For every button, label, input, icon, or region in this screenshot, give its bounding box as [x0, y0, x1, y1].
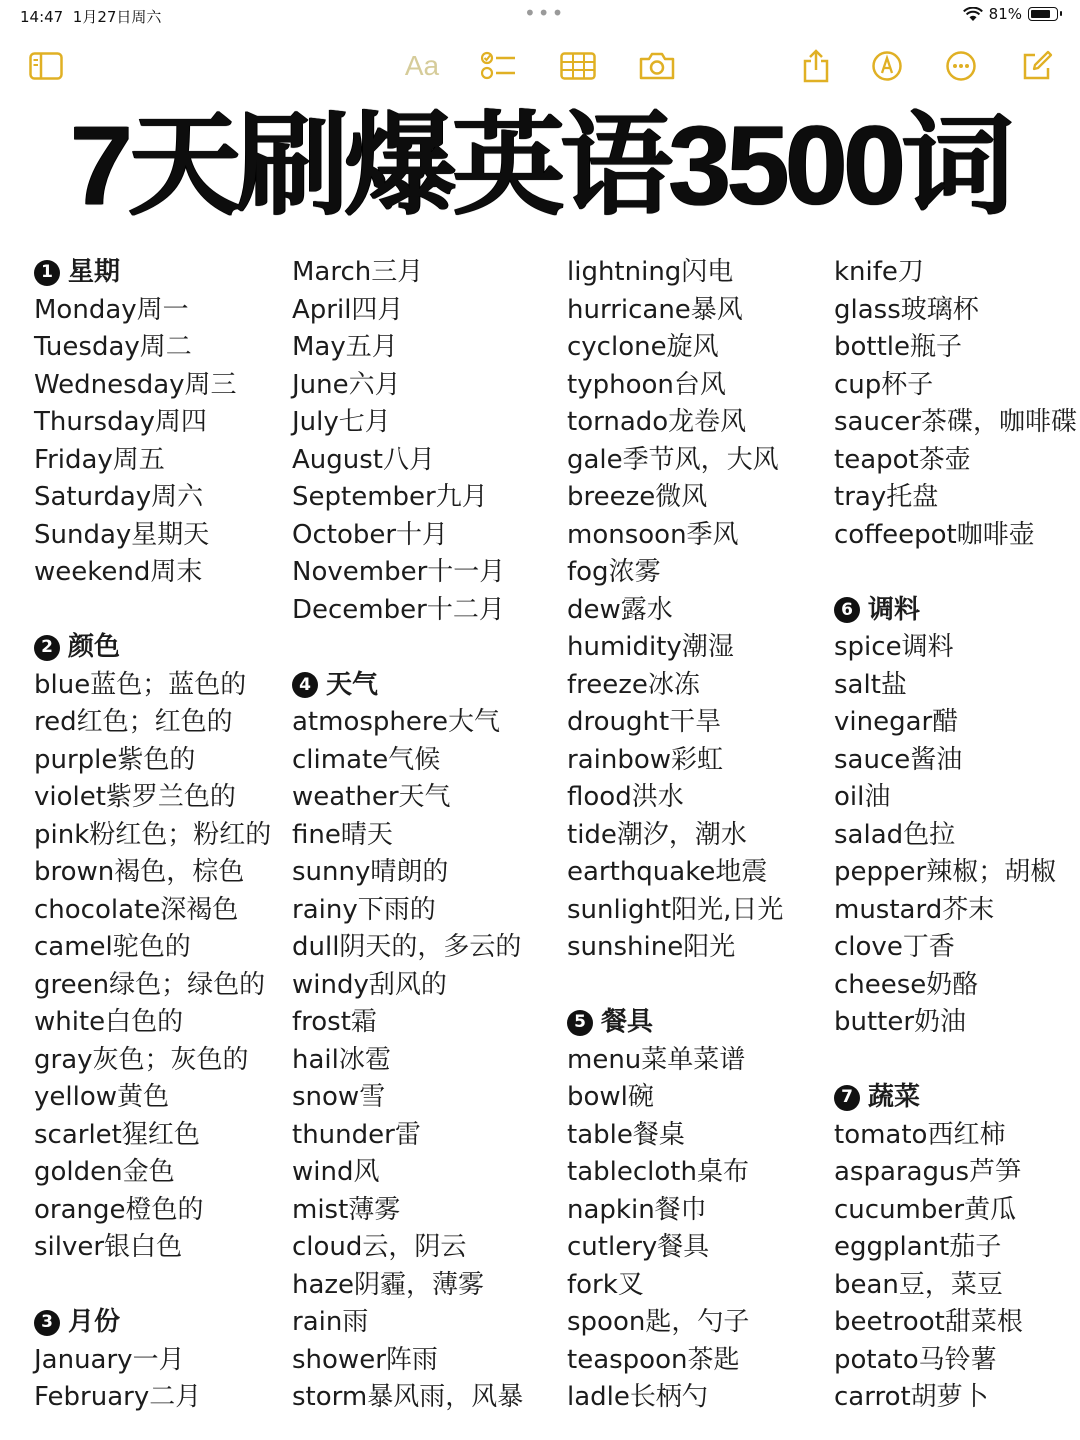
- section-heading-months: [34, 1304, 271, 1342]
- section-number: 5: [567, 1010, 593, 1036]
- vocab-item: fog浓雾: [567, 557, 661, 587]
- vocab-item: napkin餐巾: [567, 1194, 707, 1225]
- vocab-item: windy刮风的: [292, 969, 447, 1000]
- vocab-item: drought干旱: [567, 707, 722, 737]
- vocab-item: chocolate深褐色: [34, 894, 239, 925]
- section-heading-weather: [292, 667, 523, 705]
- vocab-item: pepper辣椒；胡椒: [834, 857, 1057, 887]
- vocab-item: Tuesday周二: [34, 332, 192, 362]
- word-list-months-part1: [34, 1342, 271, 1417]
- vocab-item: cutlery餐具: [567, 1232, 710, 1262]
- vocab-item: spoon匙，勺子: [567, 1307, 750, 1337]
- vocab-item: haze阴霾，薄雾: [292, 1269, 485, 1300]
- vocab-item: Wednesday周三: [34, 369, 237, 400]
- vocab-item: flood洪水: [567, 782, 684, 812]
- status-time: 14:47 1月27日周六: [20, 8, 162, 26]
- vocab-item: tide潮汐，潮水: [567, 819, 747, 850]
- vocab-item: sauce酱油: [834, 744, 963, 775]
- word-list-months-part2: [292, 254, 523, 629]
- vocab-item: clove丁香: [834, 932, 955, 962]
- markup-icon[interactable]: [870, 44, 904, 88]
- vocab-item: teapot茶壶: [834, 444, 971, 475]
- vocab-item: wind风: [292, 1157, 380, 1187]
- table-icon[interactable]: [559, 44, 597, 88]
- section-title: 餐具: [601, 1007, 654, 1037]
- vocab-item: tornado龙卷风: [567, 407, 747, 437]
- compose-icon[interactable]: [1020, 44, 1054, 88]
- vocab-item: cloud云，阴云: [292, 1232, 467, 1262]
- vocab-item: scarlet猩红色: [34, 1119, 200, 1150]
- vocab-item: rain雨: [292, 1307, 369, 1337]
- vocab-item: gale季节风，大风: [567, 444, 779, 475]
- spacer: [567, 967, 783, 1005]
- section-heading-tableware: [567, 1004, 783, 1042]
- multitasking-dots-icon[interactable]: •••: [524, 1, 566, 25]
- section-title: 月份: [68, 1307, 121, 1337]
- vocab-item: December十二月: [292, 594, 505, 625]
- section-title: 蔬菜: [868, 1082, 921, 1112]
- vocab-item: silver银白色: [34, 1232, 183, 1262]
- vocab-item: tray托盘: [834, 482, 939, 512]
- vocab-item: April四月: [292, 294, 404, 325]
- word-list-weather-part1: [292, 704, 523, 1417]
- vocab-item: saucer茶碟，咖啡碟: [834, 407, 1077, 437]
- vocab-item: camel驼色的: [34, 932, 191, 962]
- vocab-item: shower阵雨: [292, 1344, 438, 1375]
- vocab-item: earthquake地震: [567, 857, 768, 887]
- vocab-item: spice调料: [834, 632, 954, 662]
- word-list-tableware-part2: [834, 254, 1077, 554]
- more-icon[interactable]: [944, 44, 978, 88]
- vocab-item: cheese奶酪: [834, 969, 979, 1000]
- vocab-item: atmosphere大气: [292, 707, 501, 737]
- vocab-item: table餐桌: [567, 1119, 685, 1150]
- vocab-item: humidity潮湿: [567, 632, 734, 662]
- vocab-item: dew露水: [567, 594, 673, 625]
- vocab-item: storm暴风雨，风暴: [292, 1382, 524, 1412]
- section-heading-weekdays: [34, 254, 271, 292]
- vocab-item: mustard芥末: [834, 894, 995, 925]
- vocab-item: menu菜单菜谱: [567, 1044, 746, 1075]
- word-list-seasonings: [834, 629, 1077, 1042]
- section-heading-vegetables: [834, 1079, 1077, 1117]
- vocab-item: potato马铃薯: [834, 1344, 997, 1375]
- vocab-item: bowl碗: [567, 1082, 654, 1112]
- vocab-item: October十月: [292, 519, 449, 550]
- vocab-item: Friday周五: [34, 444, 165, 475]
- section-number: 3: [34, 1310, 60, 1336]
- vocab-item: lightning闪电: [567, 257, 734, 287]
- vocab-item: freeze冰冻: [567, 669, 700, 700]
- vocab-item: Sunday星期天: [34, 519, 210, 550]
- section-heading-seasonings: [834, 592, 1077, 630]
- vocab-item: rainbow彩虹: [567, 744, 724, 775]
- status-right: [963, 5, 1058, 23]
- word-list-tableware-part1: [567, 1042, 783, 1417]
- spacer: [292, 629, 523, 667]
- vocab-item: July七月: [292, 407, 391, 437]
- vocab-item: monsoon季风: [567, 519, 739, 550]
- section-number: 6: [834, 597, 860, 623]
- section-title: 颜色: [68, 632, 121, 662]
- vocab-item: thunder雷: [292, 1119, 421, 1150]
- vocab-item: butter奶油: [834, 1007, 967, 1037]
- note-column-1: [34, 254, 271, 1417]
- word-list-colors: [34, 667, 271, 1267]
- section-title: 星期: [68, 257, 121, 287]
- vocab-item: golden金色: [34, 1157, 175, 1187]
- vocab-item: vinegar醋: [834, 707, 959, 737]
- vocab-item: June六月: [292, 369, 401, 400]
- battery-percent: 81%: [988, 5, 1022, 23]
- vocab-item: cup杯子: [834, 369, 934, 400]
- sidebar-icon[interactable]: [28, 44, 64, 88]
- vocab-item: January一月: [34, 1344, 185, 1375]
- vocab-item: fine晴天: [292, 819, 393, 850]
- word-list-weekdays: [34, 292, 271, 592]
- vocab-item: coffeepot咖啡壶: [834, 519, 1035, 550]
- spacer: [834, 554, 1077, 592]
- section-number: 1: [34, 260, 60, 286]
- vocab-item: sunlight阳光,日光: [567, 894, 784, 925]
- vocab-item: oil油: [834, 782, 891, 812]
- vocab-item: sunny晴朗的: [292, 857, 449, 887]
- battery-icon: [1028, 7, 1058, 21]
- section-number: 4: [292, 672, 318, 698]
- vocab-item: May五月: [292, 332, 398, 362]
- vocab-item: rainy下雨的: [292, 894, 436, 925]
- section-number: 2: [34, 635, 60, 661]
- wifi-icon: [963, 7, 983, 22]
- vocab-item: red红色；红色的: [34, 707, 233, 737]
- vocab-item: orange橙色的: [34, 1194, 204, 1225]
- vocab-item: frost霜: [292, 1007, 377, 1037]
- word-list-weather-part2: [567, 254, 783, 967]
- section-title: 天气: [326, 669, 379, 700]
- vocab-item: carrot胡萝卜: [834, 1382, 989, 1412]
- vocab-item: fork叉: [567, 1269, 644, 1300]
- vocab-item: asparagus芦笋: [834, 1157, 1022, 1187]
- vocab-item: sunshine阳光: [567, 932, 736, 962]
- vocab-item: November十一月: [292, 557, 506, 587]
- vocab-item: gray灰色；灰色的: [34, 1044, 249, 1075]
- vocab-item: climate气候: [292, 744, 441, 775]
- notes-toolbar: [0, 44, 1080, 88]
- vocab-item: weather天气: [292, 782, 451, 812]
- section-number: 7: [834, 1085, 860, 1111]
- spacer: [34, 592, 271, 630]
- vocab-item: cyclone旋风: [567, 332, 719, 362]
- vocab-item: tablecloth桌布: [567, 1157, 749, 1187]
- vocab-item: salad色拉: [834, 819, 956, 850]
- note-column-3: [567, 254, 783, 1417]
- vocab-item: Monday周一: [34, 294, 189, 325]
- vocab-item: September九月: [292, 482, 488, 512]
- checklist-icon[interactable]: [480, 44, 518, 88]
- share-icon[interactable]: [800, 44, 832, 88]
- vocab-item: violet紫罗兰色的: [34, 782, 236, 812]
- vocab-item: pink粉红色；粉红的: [34, 819, 272, 850]
- format-text-button[interactable]: Aa: [404, 50, 440, 81]
- vocab-item: purple紫色的: [34, 744, 196, 775]
- section-title: 调料: [868, 594, 921, 625]
- vocab-item: tomato西红柿: [834, 1119, 1006, 1150]
- vocab-item: white白色的: [34, 1007, 184, 1037]
- vocab-item: brown褐色，棕色: [34, 857, 245, 887]
- vocab-item: blue蓝色；蓝色的: [34, 669, 247, 700]
- status-bar: [0, 0, 1080, 32]
- vocab-item: bean豆，菜豆: [834, 1269, 1003, 1300]
- vocab-item: ladle长柄勺: [567, 1382, 708, 1412]
- vocab-item: hurricane暴风: [567, 294, 743, 325]
- spacer: [834, 1042, 1077, 1080]
- camera-icon[interactable]: [638, 44, 676, 88]
- vocab-item: dull阴天的，多云的: [292, 932, 522, 962]
- vocab-item: glass玻璃杯: [834, 294, 979, 325]
- vocab-item: Saturday周六: [34, 482, 204, 512]
- vocab-item: August八月: [292, 444, 435, 475]
- vocab-item: knife刀: [834, 257, 924, 287]
- vocab-item: yellow黄色: [34, 1082, 170, 1112]
- note-title: 7天刷爆英语3500词: [70, 103, 1010, 228]
- vocab-item: beetroot甜菜根: [834, 1307, 1023, 1337]
- vocab-item: typhoon台风: [567, 369, 726, 400]
- note-column-4: [834, 254, 1077, 1417]
- word-list-vegetables: [834, 1117, 1077, 1417]
- vocab-item: salt盐: [834, 669, 907, 700]
- vocab-item: snow雪: [292, 1082, 386, 1112]
- section-heading-colors: [34, 629, 271, 667]
- vocab-item: March三月: [292, 257, 424, 287]
- spacer: [34, 1267, 271, 1305]
- note-column-2: [292, 254, 523, 1417]
- vocab-item: Thursday周四: [34, 407, 207, 437]
- vocab-item: mist薄雾: [292, 1194, 401, 1225]
- vocab-item: teaspoon茶匙: [567, 1344, 740, 1375]
- vocab-item: bottle瓶子: [834, 332, 963, 362]
- vocab-item: February二月: [34, 1382, 202, 1412]
- vocab-item: hail冰雹: [292, 1044, 391, 1075]
- vocab-item: weekend周末: [34, 557, 203, 587]
- vocab-item: green绿色；绿色的: [34, 969, 266, 1000]
- vocab-item: breeze微风: [567, 482, 708, 512]
- vocab-item: eggplant茄子: [834, 1232, 1002, 1262]
- vocab-item: cucumber黄瓜: [834, 1194, 1017, 1225]
